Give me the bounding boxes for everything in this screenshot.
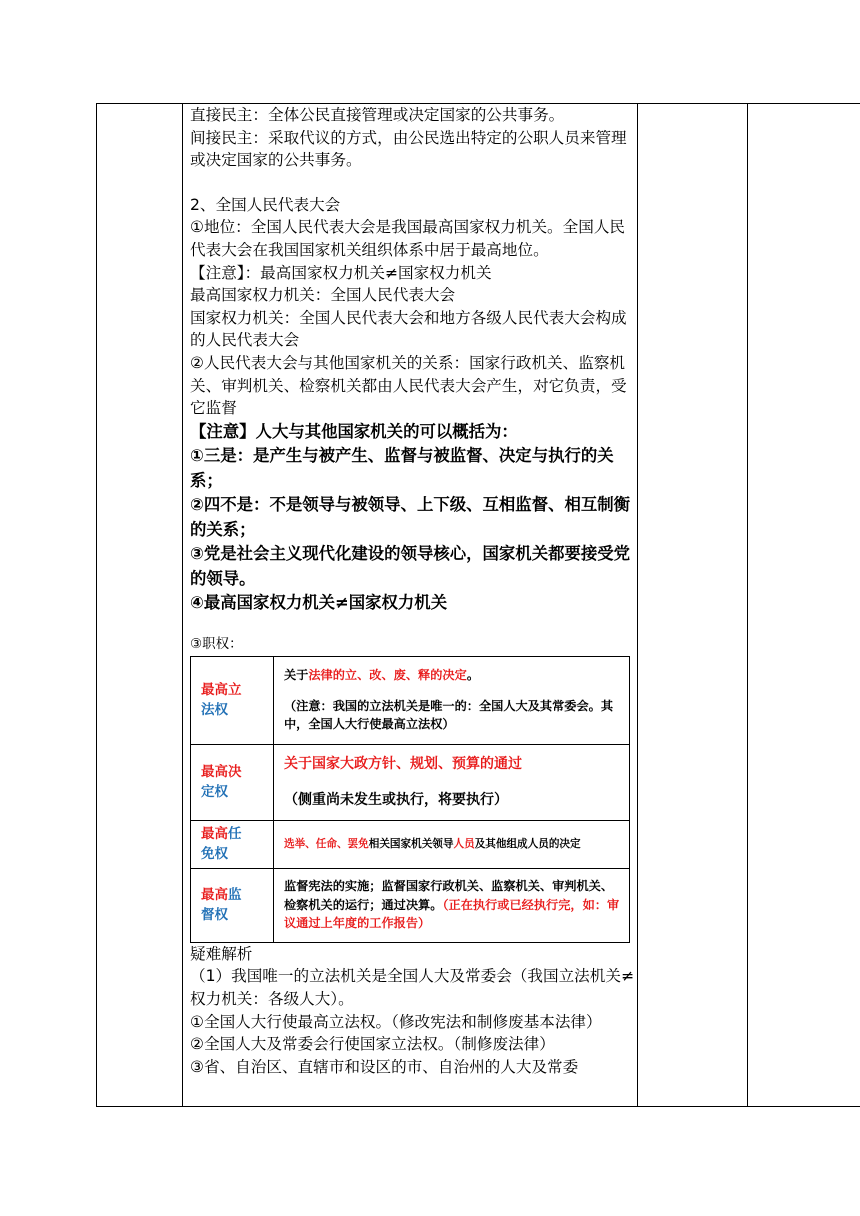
power-desc: 关于法律的立、改、废、释的决定。 （注意：我国的立法机关是唯一的：全国人大及其常委会。其中，全国人大行使最高立法权） <box>274 656 630 744</box>
power-label: 最高决 定权 <box>191 744 274 820</box>
power-label: 最高立 法权 <box>191 656 274 744</box>
bold-note-title: 【注意】人大与其他国家机关的可以概括为： <box>190 421 518 441</box>
analysis-text: ①全国人大行使最高立法权。（修改宪法和制修废基本法律） <box>190 1012 602 1031</box>
table-row <box>191 820 630 868</box>
analysis-text: ③省、自治区、直辖市和设区的市、自治州的人大及常委 <box>190 1057 579 1076</box>
power-desc: 关于国家大政方针、规划、预算的通过 （侧重尚未发生或执行，将要执行） <box>274 744 630 820</box>
power-desc: 监督宪法的实施；监督国家行政机关、监察机关、审判机关、检察机关的运行；通过决算。（正在执行或已经执行完，如：审议通过上年度的工作报告） <box>274 868 630 942</box>
bold-note-item: ④最高国家权力机关≠国家权力机关 <box>190 593 448 613</box>
note-text: 【注意】：最高国家权力机关≠国家权力机关 <box>190 263 492 282</box>
powers-table <box>190 656 630 943</box>
bold-note-item: ③党是社会主义现代化建设的领导核心，国家机关都要接受党的领导。 <box>190 544 631 588</box>
column-divider <box>182 103 183 1107</box>
power-desc: 选举、任命、罢免相关国家机关领导人员及其他组成人员的决定 <box>274 820 630 868</box>
table-row <box>191 744 630 820</box>
main-content <box>190 104 635 1078</box>
direct-democracy-text: 直接民主：全体公民直接管理或决定国家的公共事务。 <box>190 106 565 124</box>
table-row <box>191 868 630 942</box>
power-label: 最高监 督权 <box>191 868 274 942</box>
table-row <box>191 656 630 744</box>
note-text: 国家权力机关：全国人民代表大会和地方各级人民代表大会构成的人民代表大会 <box>190 308 627 350</box>
bold-note-item: ①三是：是产生与被产生、监督与被监督、决定与执行的关系； <box>190 446 614 490</box>
analysis-title: 疑难解析 <box>190 944 253 963</box>
column-divider <box>747 103 748 1107</box>
relation-text: ②人民代表大会与其他国家机关的关系：国家行政机关、监察机关、审判机关、检察机关都由人民代表大会产生，对它负责，受它监督 <box>190 353 627 418</box>
analysis-text: （1）我国唯一的立法机关是全国人大及常委会（我国立法机关≠权力机关：各级人大）。 <box>190 967 635 1008</box>
indirect-democracy-text: 间接民主：采取代议的方式，由公民选出特定的公职人员来管理或决定国家的公共事务。 <box>190 128 627 170</box>
note-text: 最高国家权力机关：全国人民代表大会 <box>190 286 456 305</box>
analysis-text: ②全国人大及常委会行使国家立法权。（制修废法律） <box>190 1035 555 1054</box>
column-divider <box>637 103 638 1107</box>
bold-note-item: ②四不是：不是领导与被领导、上下级、互相监督、相互制衡的关系； <box>190 495 631 539</box>
power-label: 最高任 免权 <box>191 820 274 868</box>
section-title: 2、全国人民代表大会 <box>190 195 341 214</box>
status-text: ①地位：全国人民代表大会是我国最高国家权力机关。全国人民代表大会在我国国家机关组织体系中居于最高地位。 <box>190 218 626 259</box>
powers-heading: ③职权： <box>190 635 243 652</box>
